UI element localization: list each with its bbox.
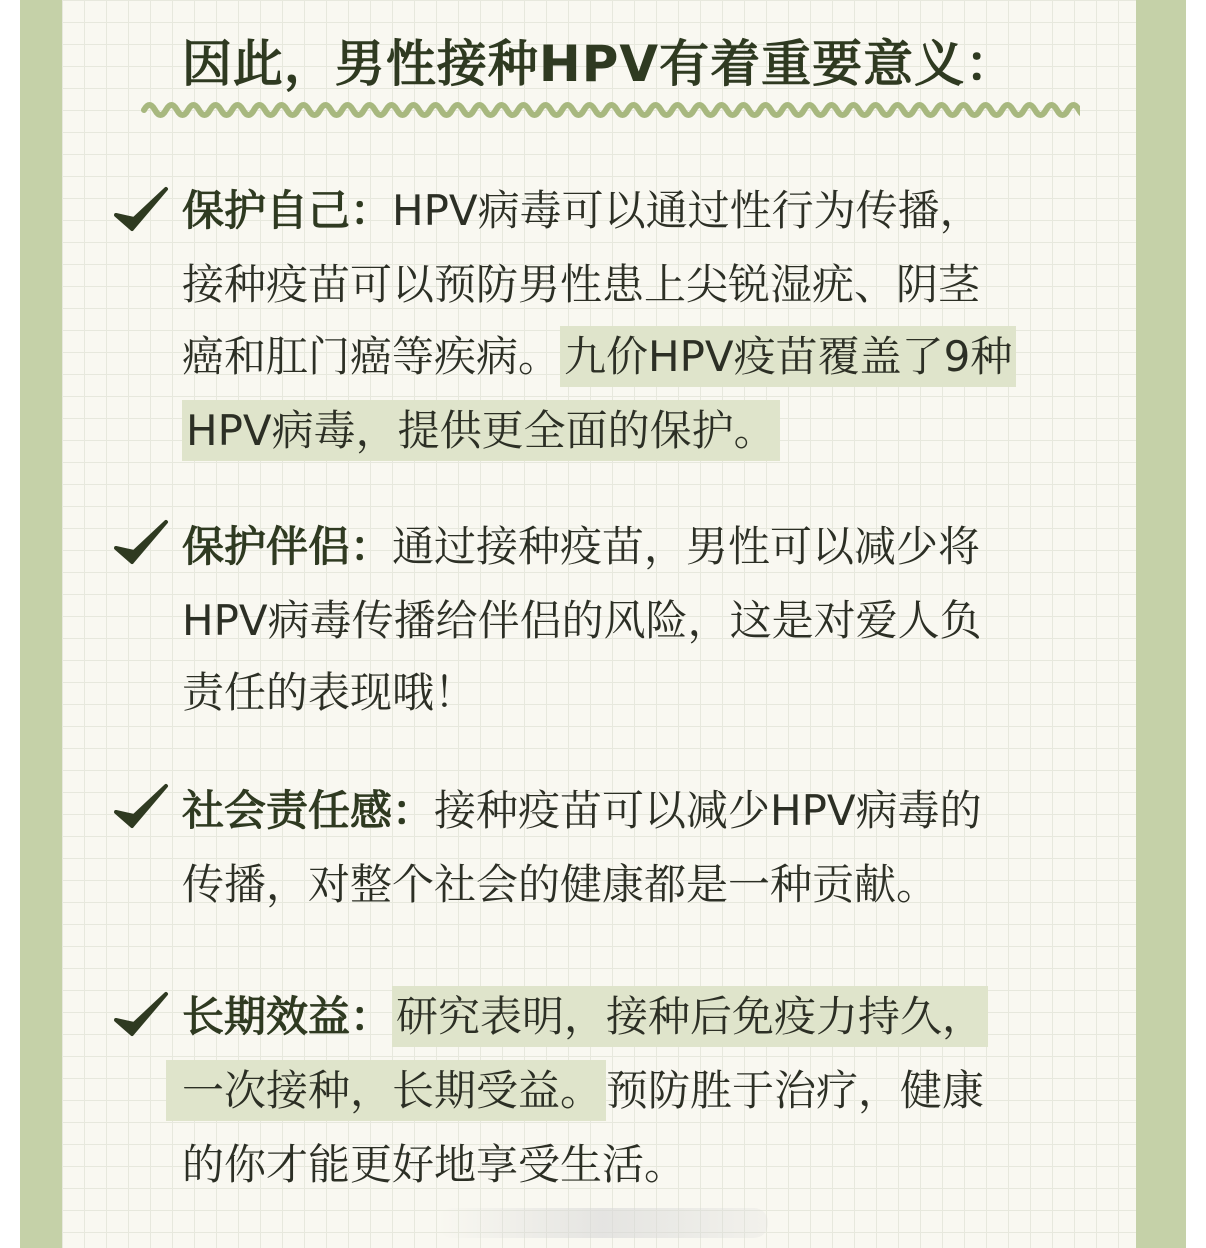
section-line xyxy=(182,786,982,836)
checkmark-icon xyxy=(112,782,170,832)
section-label: 保护自己： xyxy=(182,186,393,235)
section-label: 长期效益： xyxy=(182,992,393,1041)
highlighted-text: 一次接种，长期受益。 xyxy=(166,1060,606,1121)
checkmark-icon xyxy=(112,185,170,235)
section-line xyxy=(182,332,1016,382)
section-label: 保护伴侣： xyxy=(182,522,393,571)
highlighted-text: 九价HPV疫苗覆盖了9种 xyxy=(560,326,1016,387)
section-label: 社会责任感： xyxy=(182,786,435,835)
section-line: HPV病毒传播给伴侣的风险，这是对爱人负 xyxy=(182,596,982,645)
section-line xyxy=(166,1066,984,1116)
watermark xyxy=(438,1208,768,1238)
section-line xyxy=(182,522,980,572)
section-line xyxy=(166,406,796,458)
section-text: 通过接种疫苗，男性可以减少将 xyxy=(392,522,981,571)
highlighted-text: 研究表明，接种后免疫力持久， xyxy=(392,986,988,1047)
section-line: 责任的表现哦！ xyxy=(182,668,477,717)
highlighted-text: HPV病毒，提供更全面的保护。 xyxy=(182,400,780,461)
page-title: 因此，男性接种HPV有着重要意义： xyxy=(181,35,1017,93)
checkmark-icon xyxy=(112,518,170,568)
section-text: 癌和肛门癌等疾病。 xyxy=(182,332,561,381)
section-line: 传播，对整个社会的健康都是一种贡献。 xyxy=(182,860,939,909)
wavy-divider xyxy=(140,96,1080,124)
section-line xyxy=(182,992,988,1042)
section-line: 接种疫苗可以预防男性患上尖锐湿疣、阴茎 xyxy=(182,260,981,309)
section-text: 接种疫苗可以减少HPV病毒的 xyxy=(434,786,982,835)
section-text: 预防胜于治疗，健康 xyxy=(606,1066,985,1115)
section-text: HPV病毒可以通过性行为传播， xyxy=(392,186,982,235)
section-line xyxy=(182,186,982,236)
checkmark-icon xyxy=(112,990,170,1040)
section-line: 的你才能更好地享受生活。 xyxy=(182,1140,687,1189)
